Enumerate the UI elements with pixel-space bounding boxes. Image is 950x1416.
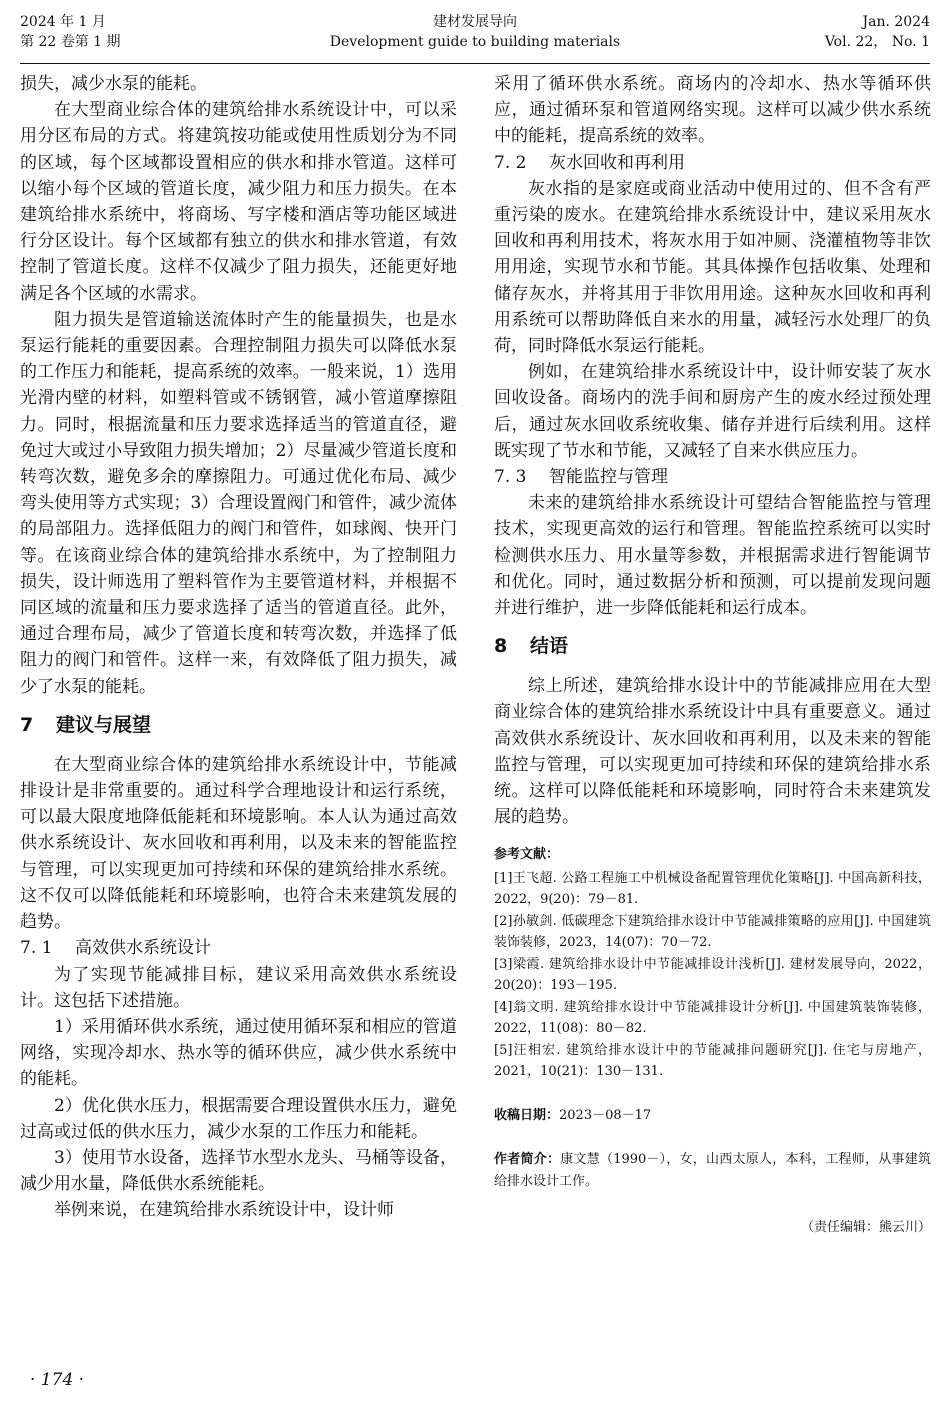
journal-title-en: Development guide to building materials bbox=[329, 34, 621, 50]
received-value: 2023－08－17 bbox=[559, 1107, 652, 1123]
section-number: 8 bbox=[494, 635, 508, 658]
paragraph: 为了实现节能减排目标，建议采用高效供水系统设计。这包括下述措施。 bbox=[20, 964, 457, 1011]
section-heading-7 bbox=[20, 710, 457, 740]
paragraph: 未来的建筑给排水系统设计可望结合智能监控与管理技术，实现更高效的运行和管理。智能监控系统可以实时检测供水压力、用水量等参数，并根据需求进行智能调节和优化。同时，通过数据分析和预测，可以提前发现问题并进行维护，进一步降低能耗和运行成本。 bbox=[494, 493, 931, 619]
page-header bbox=[20, 12, 930, 58]
paragraph: 3）使用节水设备，选择节水型水龙头、马桶等设备，减少用水量，降低供水系统能耗。 bbox=[20, 1147, 457, 1195]
paragraph: 阻力损失是管道输送流体时产生的能量损失，也是水泵运行能耗的重要因素。合理控制阻力损失可以降低水泵的工作压力和能耗，提高系统的效率。一般来说，1）选用光滑内壁的材料，如塑料管或不锈钢管，减小管道摩擦阻力。同时，根据流量和压力要求选择适当的管道直径，避免过大或过小导致阻力损失增加；2）尽量减少管道长度和转弯次数，避免多余的摩擦阻力。可通过优化布局、减少弯头使用等方式实现；3）合理设置阀门和管件，减少流体的局部阻力。选择低阻力的阀门和管件，如球阀、快开门等。在该商业综合体的建筑给排水系统中，为了控制阻力损失，设计师选用了塑料管作为主要管道材料，并根据不同区域的流量和压力要求选择了适当的管道直径。此外，通过合理布局，减少了管道长度和转弯次数，并选择了低阻力的阀门和管件。这样一来，有效降低了阻力损失，减少了水泵的能耗。 bbox=[20, 309, 457, 697]
reference-item: [4]翁文明. 建筑给排水设计中节能减排设计分析[J]. 中国建筑装饰装修，2022，11(08)：80－82. bbox=[494, 999, 931, 1037]
subsection-number: 7. 1 bbox=[20, 938, 53, 959]
paragraph: 灰水指的是家庭或商业活动中使用过的、但不含有严重污染的废水。在建筑给排水系统设计中，建议采用灰水回收和再利用技术，将灰水用于如冲厕、浇灌植物等非饮用用途，实现节水和节能。其具体操作包括收集、处理和储存灰水，并将其用于非饮用用途。这种灰水回收和再利用系统可以帮助降低自来水的用量，减轻污水处理厂的负荷，同时降低水泵运行能耗。 bbox=[494, 178, 931, 357]
volume-issue-en: Vol. 22， No. 1 bbox=[824, 34, 930, 50]
paragraph: 采用了循环供水系统。商场内的冷却水、热水等循环供应，通过循环泵和管道网络实现。这样可以减少供水系统中的能耗，提高系统的效率。 bbox=[494, 74, 931, 147]
reference-item: [2]孙敏剑. 低碳理念下建筑给排水设计中节能减排策略的应用[J]. 中国建筑装饰装修，2023，14(07)：70－72. bbox=[494, 913, 931, 951]
subsection-number: 7. 2 bbox=[494, 152, 527, 173]
journal-title bbox=[20, 12, 930, 52]
paragraph: 在大型商业综合体的建筑给排水系统设计中，节能减排设计是非常重要的。通过科学合理地设计和运行系统，可以最大限度地降低能耗和环境影响。本人认为通过高效供水系统设计、灰水回收和再利用，以及未来的智能监控与管理，可以实现更加可持续和环保的建筑给排水系统。这不仅可以降低能耗和环境影响，也符合未来建筑发展的趋势。 bbox=[20, 754, 457, 933]
subsection-heading-7-2 bbox=[494, 150, 931, 176]
journal-date-volume-en bbox=[825, 12, 930, 52]
journal-title-cn: 建材发展导向 bbox=[433, 14, 517, 30]
header-divider bbox=[20, 63, 930, 64]
paragraph: 综上所述，建筑给排水设计中的节能减排应用在大型商业综合体的建筑给排水系统设计中具有重要意义。通过高效供水系统设计、灰水回收和再利用，以及未来的智能监控与管理，可以实现更加可持续和环保的建筑给排水系统。这样可以降低能耗和环境影响，同时符合未来建筑发展的趋势。 bbox=[494, 676, 931, 828]
references bbox=[494, 844, 931, 1083]
author-bio bbox=[494, 1149, 931, 1193]
section-number: 7 bbox=[20, 713, 34, 736]
issue-date: 2024 年 1 月 bbox=[20, 14, 106, 30]
subsection-heading-7-3 bbox=[494, 464, 931, 490]
subsection-title: 智能监控与管理 bbox=[549, 467, 668, 488]
paragraph: 1）采用循环供水系统，通过使用循环泵和相应的管道网络，实现冷却水、热水等的循环供应，减少供水系统中的能耗。 bbox=[20, 1016, 457, 1090]
section-heading-8 bbox=[494, 631, 931, 661]
subsection-heading-7-1 bbox=[20, 935, 457, 961]
section-title: 建议与展望 bbox=[56, 713, 152, 736]
paragraph: 举例来说，在建筑给排水系统设计中，设计师 bbox=[54, 1200, 394, 1221]
right-column bbox=[494, 71, 931, 1241]
left-column bbox=[20, 71, 457, 1224]
subsection-title: 灰水回收和再利用 bbox=[549, 152, 685, 173]
section-title: 结语 bbox=[530, 635, 569, 658]
page-number: · 174 · bbox=[30, 1370, 85, 1390]
received-label: 收稿日期： bbox=[494, 1107, 560, 1123]
subsection-title: 高效供水系统设计 bbox=[75, 938, 211, 959]
reference-item: [5]汪相宏. 建筑给排水设计中的节能减排问题研究[J]. 住宅与房地产，2021，10(21)：130－131. bbox=[494, 1042, 931, 1080]
reference-item: [1]王飞超. 公路工程施工中机械设备配置管理优化策略[J]. 中国高新科技，2022，9(20)：79－81. bbox=[494, 870, 931, 908]
reference-item: [3]梁霞. 建筑给排水设计中节能减排设计浅析[J]. 建材发展导向，2022，20(20)：193－195. bbox=[494, 956, 931, 994]
author-label: 作者简介： bbox=[494, 1151, 561, 1167]
paragraph: 损失，减少水泵的能耗。 bbox=[20, 74, 207, 94]
references-title: 参考文献： bbox=[494, 847, 560, 863]
author-value: 康文慧（1990－），女，山西太原人，本科，工程师，从事建筑给排水设计工作。 bbox=[494, 1151, 931, 1189]
paragraph: 在大型商业综合体的建筑给排水系统设计中，可以采用分区布局的方式。将建筑按功能或使用性质划分为不同的区域，每个区域都设置相应的供水和排水管道。这样可以缩小每个区域的管道长度，减少阻力和压力损失。在本建筑给排水系统中，将商场、写字楼和酒店等功能区域进行分区设计。每个区域都有独立的供水和排水管道，有效控制了管道长度。这样不仅减少了阻力损失，还能更好地满足各个区域的水需求。 bbox=[20, 100, 457, 304]
volume-issue: 第 22 卷第 1 期 bbox=[20, 34, 121, 50]
issue-date-en: Jan. 2024 bbox=[862, 14, 930, 30]
paragraph: 例如，在建筑给排水系统设计中，设计师安装了灰水回收设备。商场内的洗手间和厨房产生的废水经过预处理后，通过灰水回收系统收集、储存并进行后续利用。这样既实现了节水和节能，又减轻了自来水供应压力。 bbox=[494, 362, 931, 461]
subsection-number: 7. 3 bbox=[494, 467, 527, 488]
responsible-editor: （责任编辑：熊云川） bbox=[800, 1219, 931, 1235]
paragraph: 2）优化供水压力，根据需要合理设置供水压力，避免过高或过低的供水压力，减少水泵的工作压力和能耗。 bbox=[20, 1095, 457, 1142]
received-date bbox=[494, 1105, 931, 1127]
